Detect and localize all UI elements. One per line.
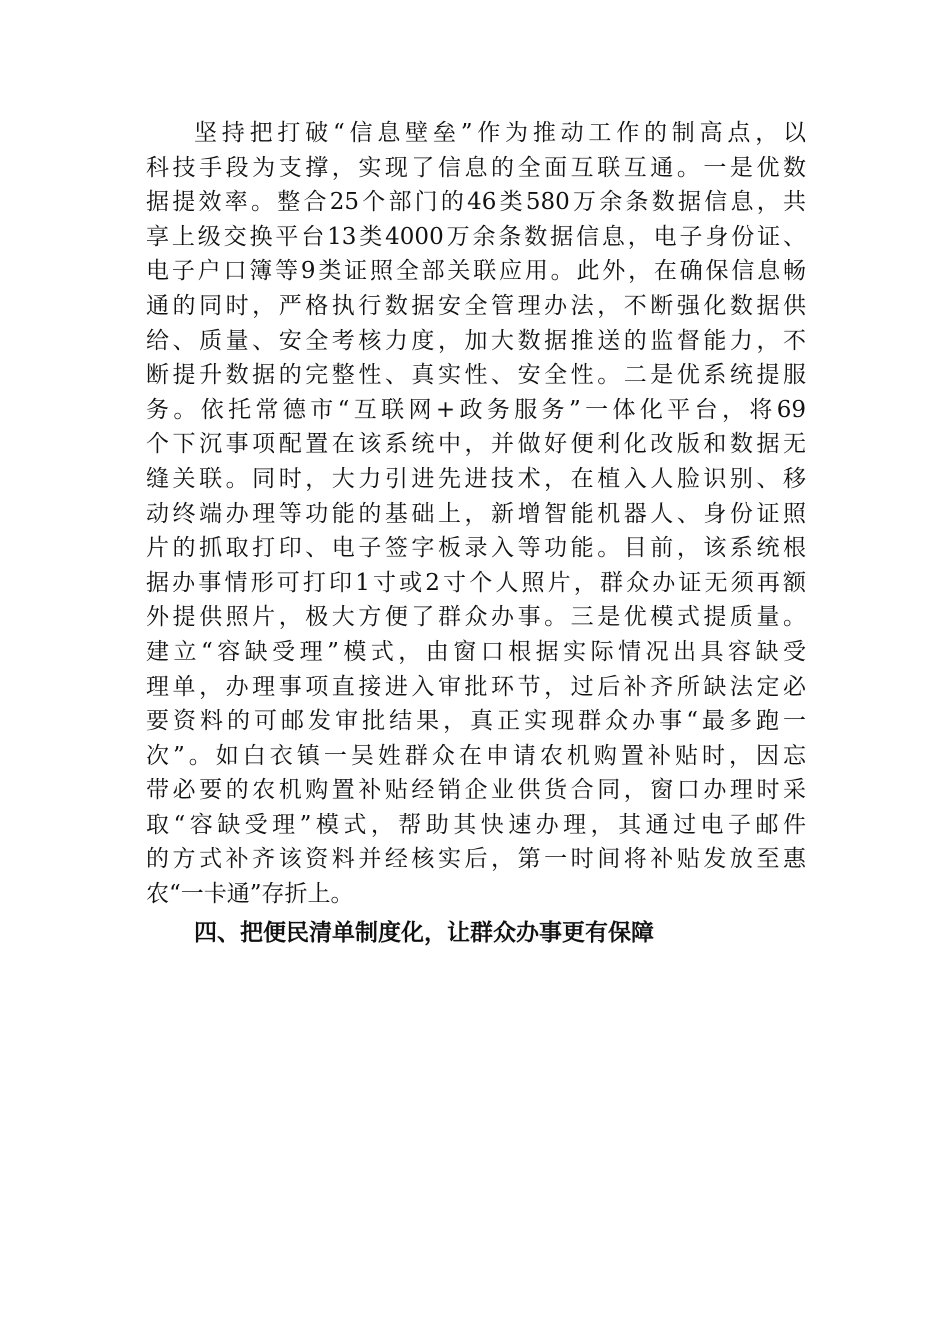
paragraph-line: 坚持把打破“信息壁垒”作为推动工作的制高点，以 [194,120,806,146]
paragraph-line: 的方式补齐该资料并经核实后，第一时间将补贴发放至惠 [146,846,806,873]
paragraph-line: 科技手段为支撑，实现了信息的全面互联互通。一是优数 [146,154,806,181]
paragraph-line: 带必要的农机购置补贴经销企业供货合同，窗口办理时采 [146,777,806,804]
paragraph-line: 次”。如白衣镇一吴姓群众在申请农机购置补贴时，因忘 [146,742,806,769]
paragraph-line: 要资料的可邮发审批结果，真正实现群众办事“最多跑一 [146,708,806,735]
paragraph-line: 外提供照片，极大方便了群众办事。三是优模式提质量。 [146,604,806,631]
body-paragraph [146,116,806,912]
paragraph-line: 建立“容缺受理”模式，由窗口根据实际情况出具容缺受 [146,638,806,665]
document-body [146,116,806,950]
paragraph-line: 电子户口簿等9类证照全部关联应用。此外，在确保信息畅 [146,258,806,285]
paragraph-line: 通的同时，严格执行数据安全管理办法，不断强化数据供 [146,292,806,319]
section-heading: 四、把便民清单制度化，让群众办事更有保障 [194,919,654,946]
paragraph-line: 农“一卡通”存折上。 [146,881,354,908]
paragraph-line: 据提效率。整合25个部门的46类580万余条数据信息，共 [146,189,806,216]
paragraph-line: 片的抓取打印、电子签字板录入等功能。目前，该系统根 [146,535,806,562]
paragraph-line: 断提升数据的完整性、真实性、安全性。二是优系统提服 [146,362,806,389]
paragraph-line: 给、质量、安全考核力度，加大数据推送的监督能力，不 [146,327,806,354]
paragraph-line: 取“容缺受理”模式，帮助其快速办理，其通过电子邮件 [146,811,806,838]
paragraph-line: 务。依托常德市“互联网+政务服务”一体化平台，将69 [146,396,806,423]
paragraph-line: 理单，办理事项直接进入审批环节，过后补齐所缺法定必 [146,673,806,700]
paragraph-line: 缝关联。同时，大力引进先进技术，在植入人脸识别、移 [146,465,806,492]
paragraph-line: 动终端办理等功能的基础上，新增智能机器人、身份证照 [146,500,806,527]
paragraph-line: 个下沉事项配置在该系统中，并做好便利化改版和数据无 [146,431,806,458]
paragraph-line: 据办事情形可打印1寸或2寸个人照片，群众办证无须再额 [146,569,806,596]
paragraph-line: 享上级交换平台13类4000万余条数据信息，电子身份证、 [146,223,806,250]
